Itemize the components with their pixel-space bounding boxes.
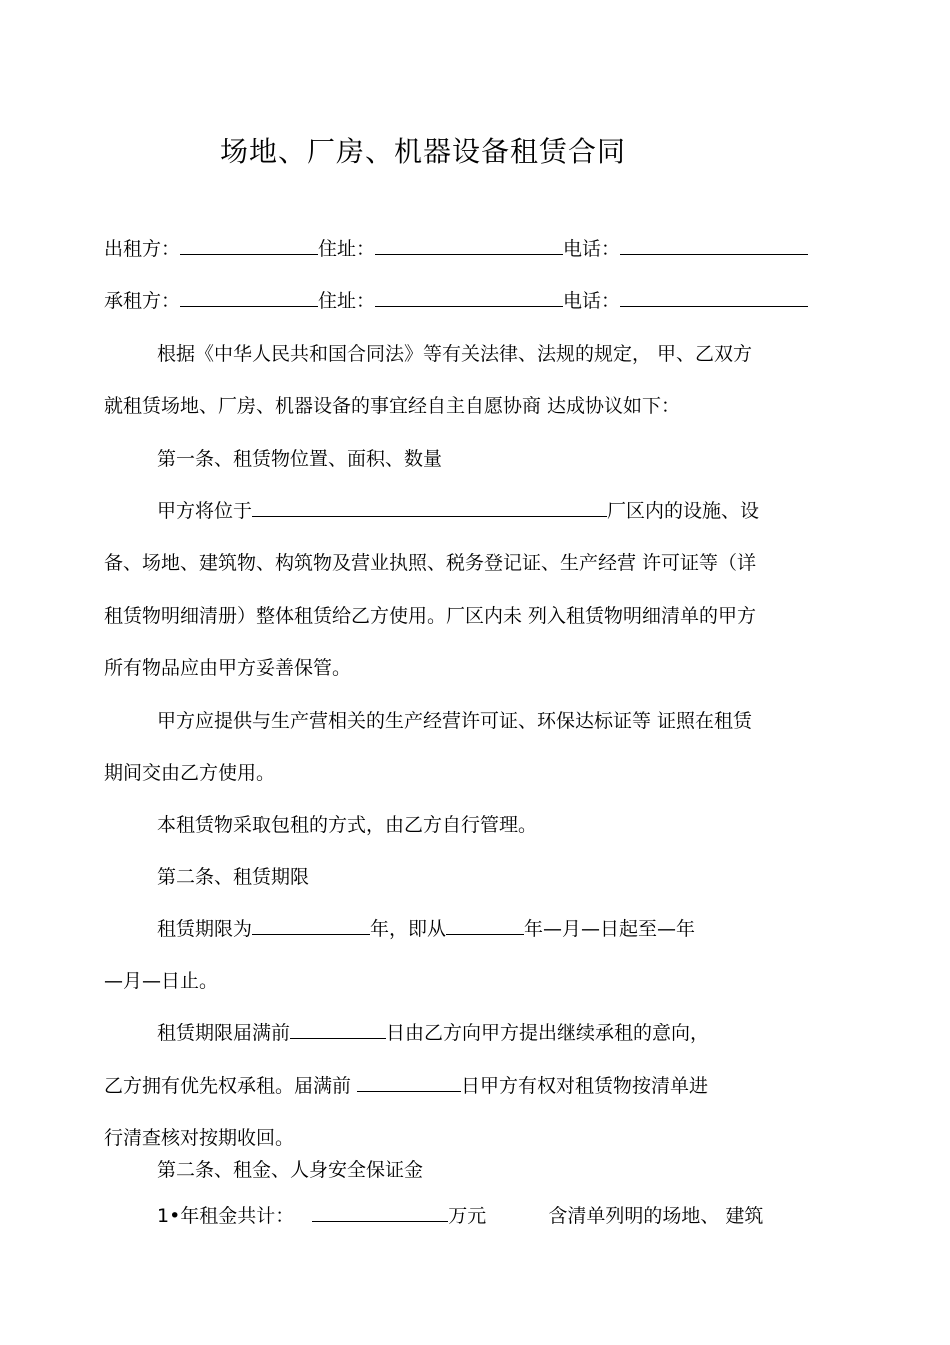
lessor-line bbox=[104, 236, 808, 262]
article-1-heading: 第一条、租赁物位置、面积、数量 bbox=[157, 448, 443, 470]
intro-line-2: 就租赁场地、厂房、机器设备的事宜经自主自愿协商 达成协议如下： bbox=[104, 395, 681, 417]
article-1-para-1-line-1 bbox=[157, 498, 759, 524]
term-prefix: 租赁期限为 bbox=[157, 918, 253, 940]
inspection-suffix: 日甲方有权对租赁物按清单进 bbox=[461, 1075, 709, 1097]
renewal-suffix: 日由乙方向甲方提出继续承租的意向， bbox=[386, 1022, 710, 1044]
lessor-address-label: 住址： bbox=[318, 238, 376, 260]
article-2-heading: 第二条、租赁期限 bbox=[157, 866, 310, 888]
location-suffix: 厂区内的设施、设 bbox=[607, 500, 760, 522]
article-1-para-1-line-2: 备、场地、建筑物、构筑物及营业执照、税务登记证、生产经营 许可证等（详 bbox=[104, 552, 757, 574]
rent-total-label: 1•年租金共计： bbox=[157, 1205, 295, 1227]
inspection-prefix: 乙方拥有优先权承租。届满前 bbox=[104, 1075, 358, 1097]
lessee-address-label: 住址： bbox=[318, 290, 376, 312]
article-1-para-2-line-2: 期间交由乙方使用。 bbox=[104, 762, 276, 784]
article-2-para-2-line-2 bbox=[104, 1073, 708, 1099]
location-prefix: 甲方将位于 bbox=[157, 500, 253, 522]
lessor-phone-label: 电话： bbox=[563, 238, 621, 260]
lessor-label: 出租方： bbox=[104, 238, 181, 260]
lessee-phone-label: 电话： bbox=[563, 290, 621, 312]
article-3-heading: 第二条、租金、人身安全保证金 bbox=[157, 1159, 424, 1181]
article-2-para-1-line-1 bbox=[157, 916, 695, 942]
lessor-name-blank bbox=[180, 236, 318, 255]
term-suffix: 年—月—日起至—年 bbox=[524, 918, 696, 940]
document-title: 场地、厂房、机器设备租赁合同 bbox=[220, 135, 627, 168]
rent-unit: 万元 bbox=[448, 1205, 487, 1227]
article-1-para-3: 本租赁物采取包租的方式，由乙方自行管理。 bbox=[157, 814, 538, 836]
inspection-days-blank bbox=[357, 1073, 461, 1092]
rent-includes-text: 含清单列明的场地、 建筑 bbox=[548, 1205, 764, 1227]
article-2-para-1-line-2: —月—日止。 bbox=[104, 970, 219, 992]
article-1-para-1-line-3: 租赁物明细清册）整体租赁给乙方使用。厂区内未 列入租赁物明细清单的甲方 bbox=[104, 605, 757, 627]
term-years-blank bbox=[252, 916, 370, 935]
lessee-label: 承租方： bbox=[104, 290, 181, 312]
term-start-year-blank bbox=[446, 916, 524, 935]
lessee-name-blank bbox=[180, 288, 318, 307]
rent-total-blank bbox=[312, 1203, 448, 1222]
term-mid: 年，即从 bbox=[370, 918, 447, 940]
article-3-item-1 bbox=[157, 1203, 763, 1229]
article-2-para-2-line-3: 行清查核对按期收回。 bbox=[104, 1127, 295, 1149]
renewal-prefix: 租赁期限届满前 bbox=[157, 1022, 291, 1044]
renewal-days-blank bbox=[290, 1020, 386, 1039]
lessor-phone-blank bbox=[620, 236, 808, 255]
article-2-para-2-line-1 bbox=[157, 1020, 709, 1046]
intro-line-1: 根据《中华人民共和国合同法》等有关法律、法规的规定， 甲、乙双方 bbox=[157, 343, 753, 365]
lessee-address-blank bbox=[375, 288, 563, 307]
article-1-para-2-line-1: 甲方应提供与生产营相关的生产经营许可证、环保达标证等 证照在租赁 bbox=[157, 710, 753, 732]
article-1-para-1-line-4: 所有物品应由甲方妥善保管。 bbox=[104, 657, 352, 679]
lessor-address-blank bbox=[375, 236, 563, 255]
lessee-phone-blank bbox=[620, 288, 808, 307]
location-blank bbox=[252, 498, 607, 517]
lessee-line bbox=[104, 288, 808, 314]
